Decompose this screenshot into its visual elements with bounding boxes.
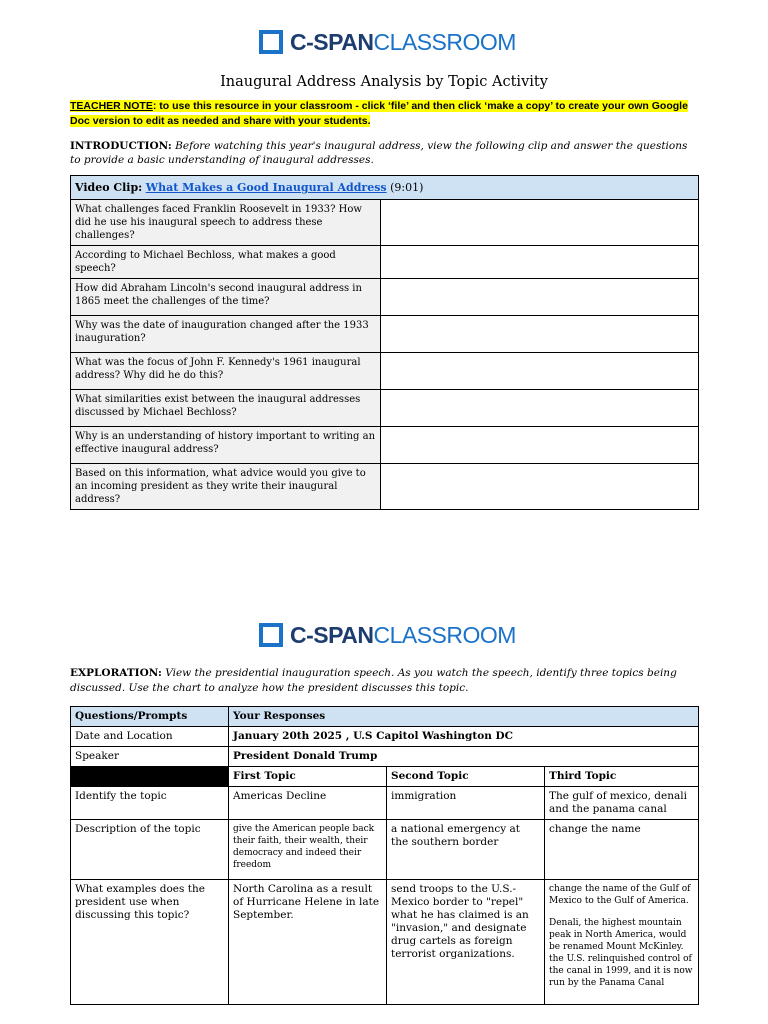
- exploration-text: View the presidential inauguration speech. As you watch the speech, identify three topics being discussed. Use the chart to analyze how the president discusses this topic.: [70, 667, 677, 694]
- logo-square-icon: [259, 623, 283, 647]
- introduction: [70, 139, 700, 167]
- question-cell: Why is an understanding of history important to writing an effective inaugural address?: [71, 427, 381, 464]
- question-cell: What similarities exist between the inaugural addresses discussed by Michael Bechloss?: [71, 390, 381, 427]
- video-clip-link[interactable]: What Makes a Good Inaugural Address: [145, 181, 387, 194]
- identify-second[interactable]: immigration: [387, 787, 545, 820]
- video-question-table: [70, 175, 699, 510]
- header-responses: Your Responses: [229, 707, 699, 727]
- logo-classroom-text: CLASSROOM: [373, 29, 516, 55]
- topic-analysis-chart: [70, 706, 699, 1005]
- cspan-classroom-logo: [259, 28, 516, 56]
- blank-black-cell: [71, 767, 229, 787]
- speaker-label: Speaker: [71, 747, 229, 767]
- description-first[interactable]: give the American people back their faith, their wealth, their democracy and indeed their freedom: [229, 820, 387, 880]
- question-cell: What was the focus of John F. Kennedy's 1961 inaugural address? Why did he do this?: [71, 353, 381, 390]
- introduction-label: INTRODUCTION:: [70, 140, 172, 152]
- question-cell: How did Abraham Lincoln's second inaugural address in 1865 meet the challenges of the time?: [71, 279, 381, 316]
- date-value[interactable]: January 20th 2025 , U.S Capitol Washington DC: [229, 727, 699, 747]
- answer-cell[interactable]: [381, 390, 699, 427]
- examples-second[interactable]: send troops to the U.S.-Mexico border to "repel" what he has claimed is an "invasion," and designate drug cartels as foreign terrorist organizations.: [387, 880, 545, 1005]
- logo-cspan-text: C-SPAN: [290, 29, 374, 55]
- description-label: Description of the topic: [71, 820, 229, 880]
- teacher-note-label: TEACHER NOTE: [70, 100, 153, 112]
- logo-square-icon: [259, 30, 283, 54]
- teacher-note: [70, 99, 700, 129]
- question-cell: What challenges faced Franklin Roosevelt in 1933? How did he use his inaugural speech to address these challenges?: [71, 200, 381, 246]
- answer-cell[interactable]: [381, 464, 699, 510]
- header-prompts: Questions/Prompts: [71, 707, 229, 727]
- examples-third[interactable]: change the name of the Gulf of Mexico to the Gulf of America. Denali, the highest mountain peak in North America, would be renamed Mount McKinley. the U.S. relinquished control of the canal in 1999, and it is now run by the Panama Canal: [545, 880, 699, 1005]
- speaker-value[interactable]: President Donald Trump: [229, 747, 699, 767]
- page-title: Inaugural Address Analysis by Topic Activity: [220, 74, 548, 90]
- identify-third[interactable]: The gulf of mexico, denali and the panama canal: [545, 787, 699, 820]
- second-topic-header: Second Topic: [387, 767, 545, 787]
- answer-cell[interactable]: [381, 200, 699, 246]
- video-clip-header: Video Clip: What Makes a Good Inaugural Address (9:01): [71, 176, 699, 200]
- identify-label: Identify the topic: [71, 787, 229, 820]
- cspan-classroom-logo: [259, 621, 516, 649]
- third-topic-header: Third Topic: [545, 767, 699, 787]
- logo-cspan-text: C-SPAN: [290, 622, 374, 648]
- teacher-note-text: : to use this resource in your classroom - click ‘file’ and then click ‘make a copy’ to create your own Google Doc version to edit as needed and share with your students.: [70, 100, 688, 127]
- date-label: Date and Location: [71, 727, 229, 747]
- answer-cell[interactable]: [381, 246, 699, 279]
- examples-label: What examples does the president use when discussing this topic?: [71, 880, 229, 1005]
- logo-classroom-text: CLASSROOM: [373, 622, 516, 648]
- question-cell: Why was the date of inauguration changed after the 1933 inauguration?: [71, 316, 381, 353]
- question-cell: According to Michael Bechloss, what makes a good speech?: [71, 246, 381, 279]
- answer-cell[interactable]: [381, 427, 699, 464]
- first-topic-header: First Topic: [229, 767, 387, 787]
- answer-cell[interactable]: [381, 316, 699, 353]
- exploration: [70, 666, 700, 696]
- answer-cell[interactable]: [381, 353, 699, 390]
- description-third[interactable]: change the name: [545, 820, 699, 880]
- exploration-label: EXPLORATION:: [70, 667, 162, 679]
- answer-cell[interactable]: [381, 279, 699, 316]
- introduction-text: Before watching this year's inaugural address, view the following clip and answer the questions to provide a basic understanding of inaugural addresses.: [70, 140, 688, 166]
- identify-first[interactable]: Americas Decline: [229, 787, 387, 820]
- description-second[interactable]: a national emergency at the southern border: [387, 820, 545, 880]
- examples-first[interactable]: North Carolina as a result of Hurricane Helene in late September.: [229, 880, 387, 1005]
- question-cell: Based on this information, what advice would you give to an incoming president as they write their inaugural address?: [71, 464, 381, 510]
